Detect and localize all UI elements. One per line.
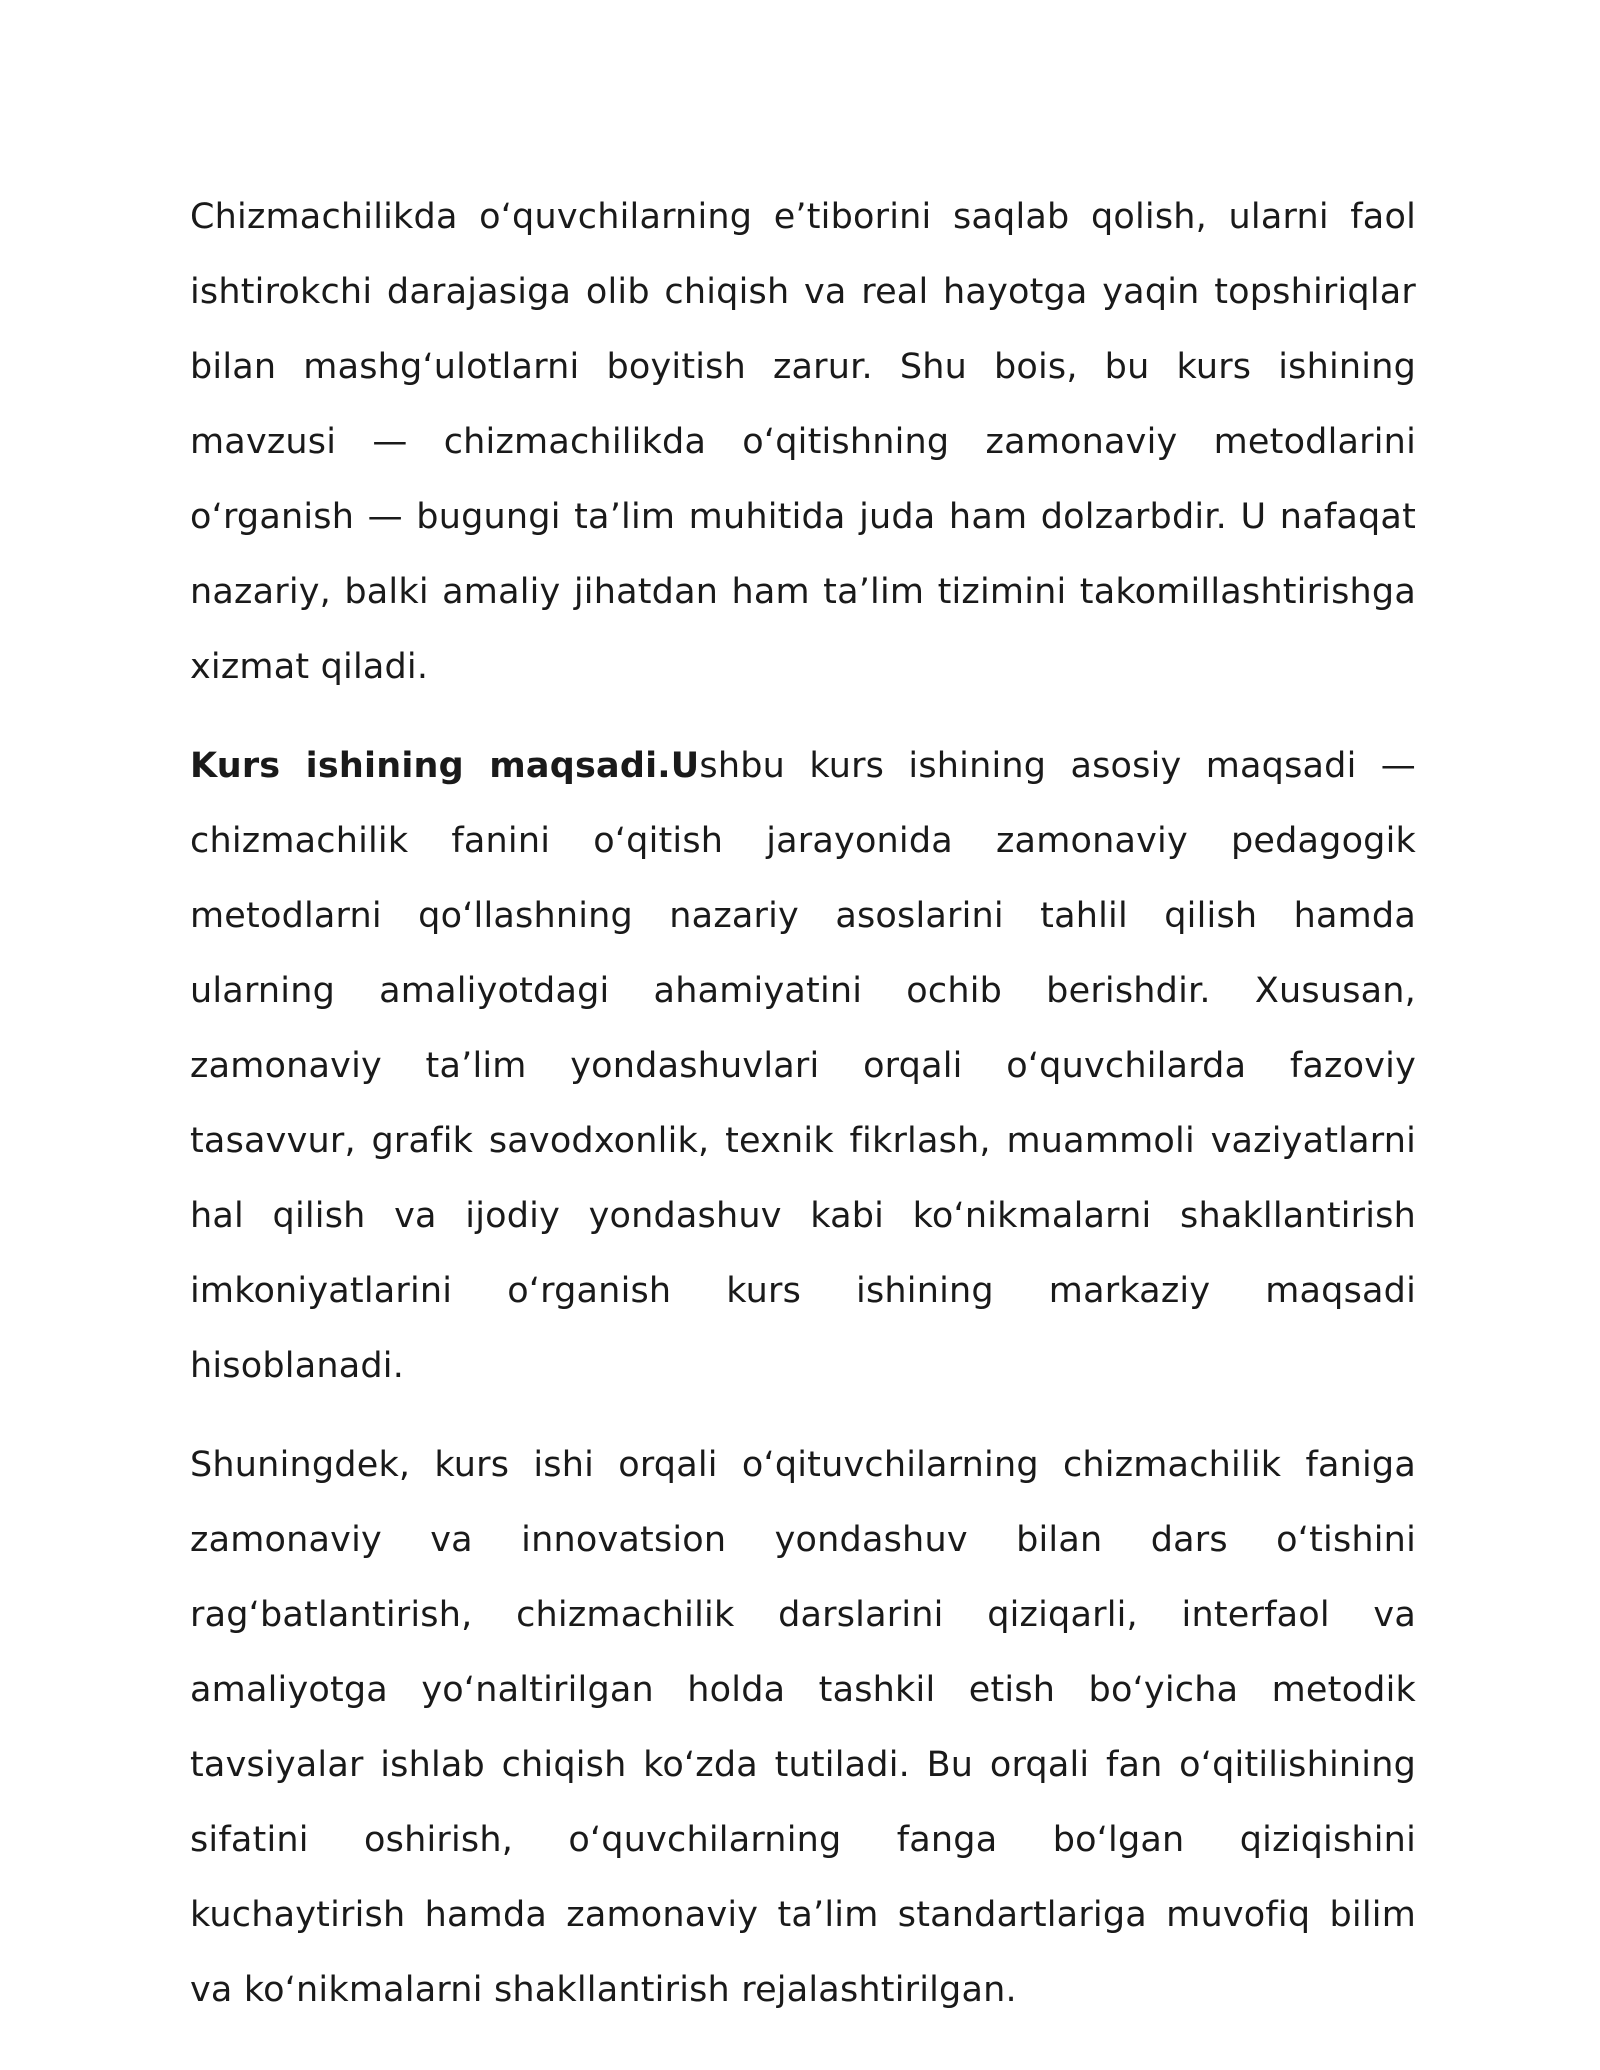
paragraph-intro-text: Chizmachilikda o‘quvchilarning e’tiborini saqlab qolish, ularni faol ishtirokchi darajasiga olib chiqish va real hayotga yaqin topshiriqlar bilan mashg‘ulotlarni boyitish zarur. Shu bois, bu kurs ishining mavzusi — chizmachilikda o‘qitishning zamonaviy metodlarini o‘rganish — bugungi ta’lim muhitida juda ham dolzarbdir. U nafaqat nazariy, balki amaliy jihatdan ham ta’lim tizimini takomillashtirishga xizmat qiladi. [190, 197, 1416, 687]
paragraph-goal [190, 729, 1416, 1404]
paragraph-goal-heading: Kurs ishining maqsadi.U [190, 746, 700, 786]
paragraph-goal-text: shbu kurs ishining asosiy maqsadi — chizmachilik fanini o‘qitish jarayonida zamonaviy pedagogik metodlarni qo‘llashning nazariy asoslarini tahlil qilish hamda ularning amaliyotdagi ahamiyatini ochib berishdir. Xususan, zamonaviy ta’lim yondashuvlari orqali o‘quvchilarda fazoviy tasavvur, grafik savodxonlik, texnik fikrlash, muammoli vaziyatlarni hal qilish va ijodiy yondashuv kabi ko‘nikmalarni shakllantirish imkoniyatlarini o‘rganish kurs ishining markaziy maqsadi hisoblanadi. [190, 746, 1416, 1386]
paragraph-additional-text: Shuningdek, kurs ishi orqali o‘qituvchilarning chizmachilik faniga zamonaviy va innovatsion yondashuv bilan dars o‘tishini rag‘batlantirish, chizmachilik darslarini qiziqarli, interfaol va amaliyotga yo‘naltirilgan holda tashkil etish bo‘yicha metodik tavsiyalar ishlab chiqish ko‘zda tutiladi. Bu orqali fan o‘qitilishining sifatini oshirish, o‘quvchilarning fanga bo‘lgan qiziqishini kuchaytirish hamda zamonaviy ta’lim standartlariga muvofiq bilim va ko‘nikmalarni shakllantirish rejalashtirilgan. [190, 1445, 1416, 2010]
document-page [190, 180, 1416, 2052]
paragraph-intro [190, 180, 1416, 705]
paragraph-additional [190, 1428, 1416, 2028]
